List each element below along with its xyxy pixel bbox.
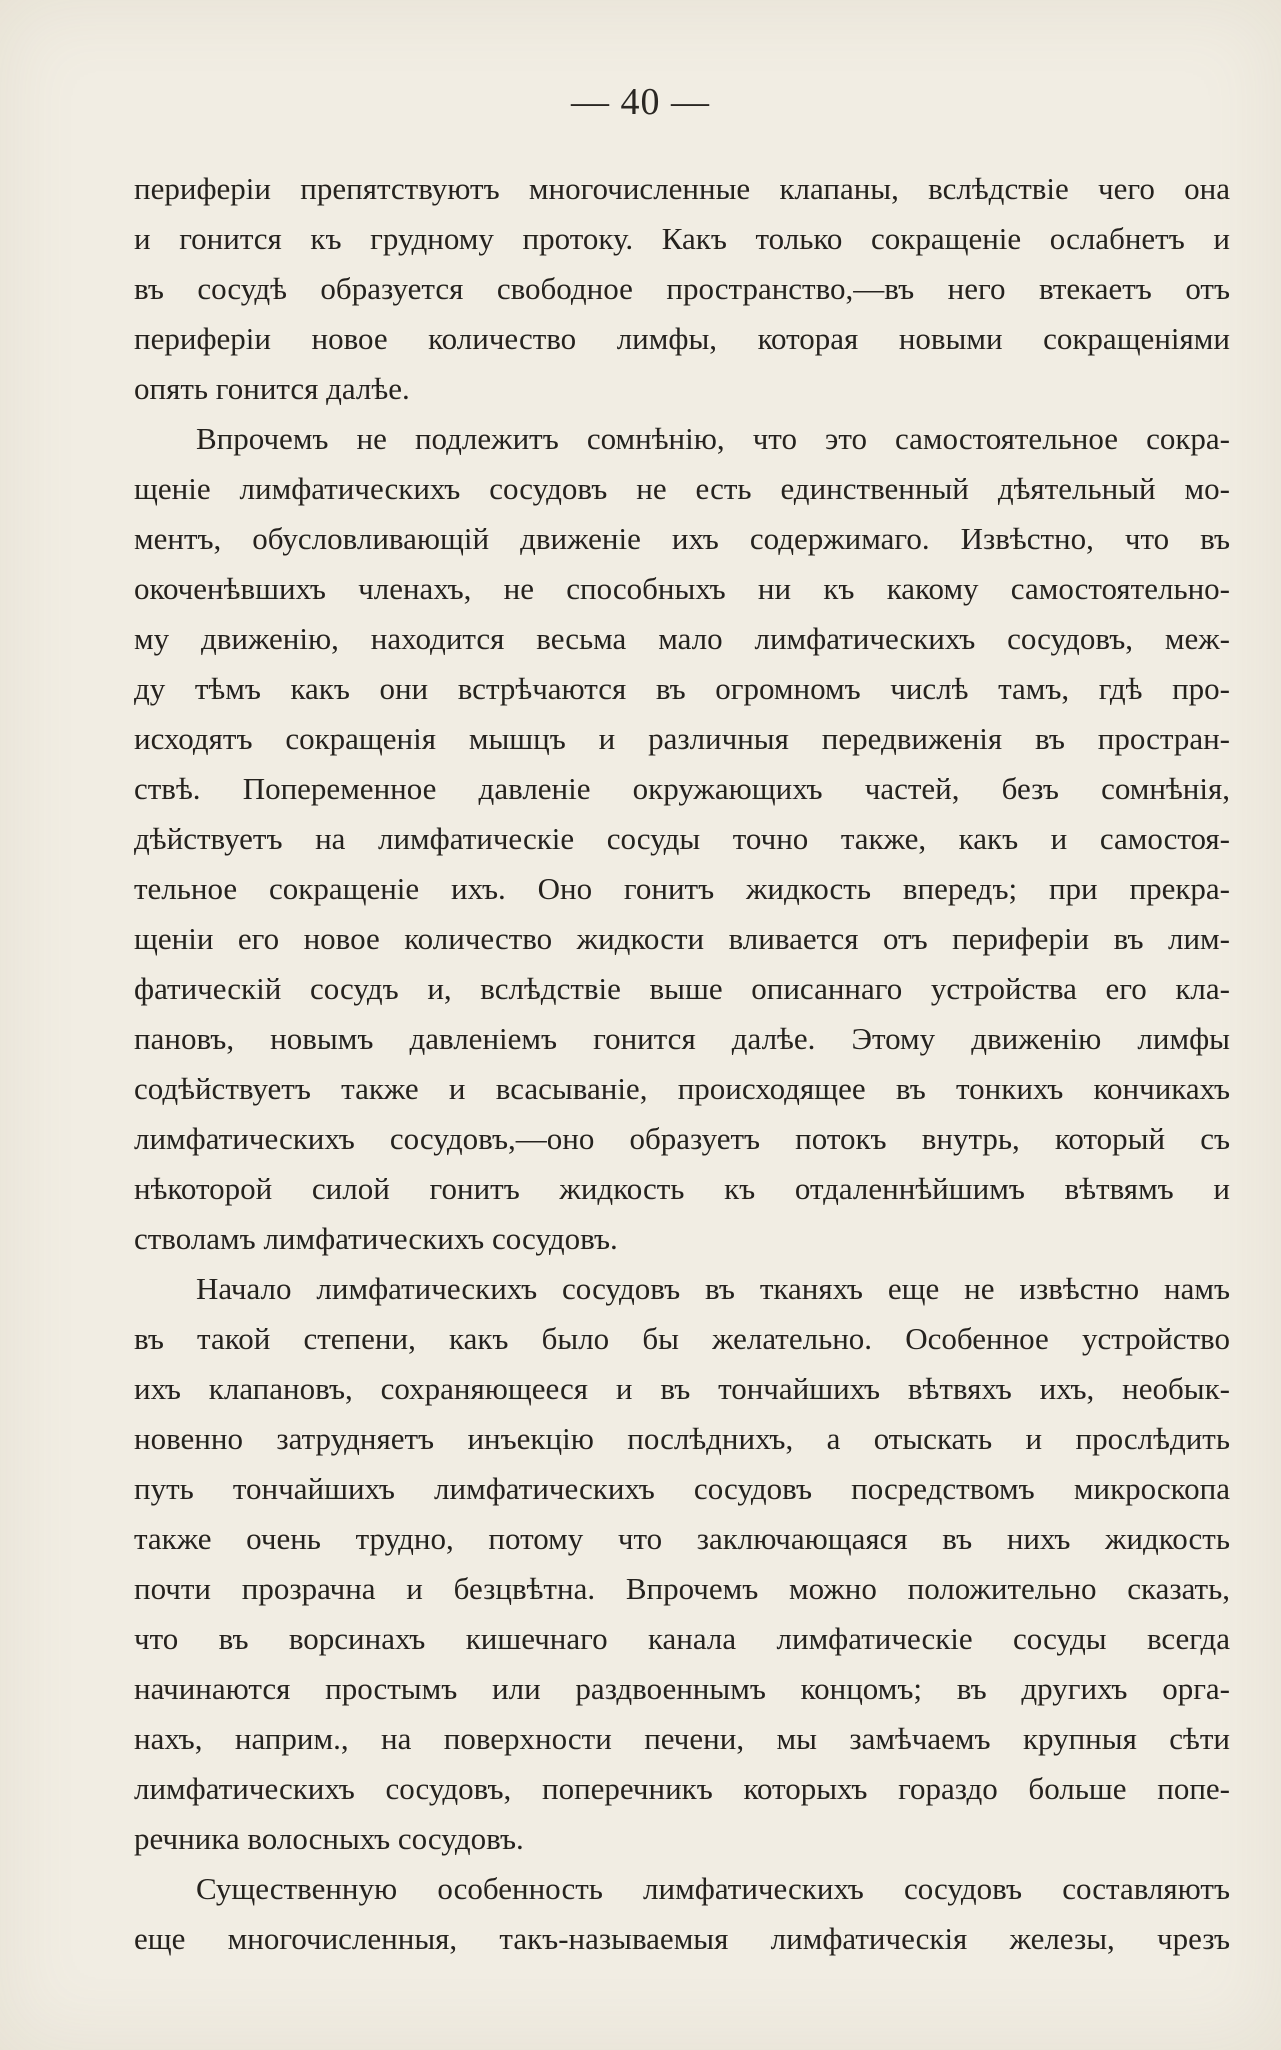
text-line: фатическій сосудъ и, вслѣдствіе выше описаннаго устройства его кла- [134,971,1230,1006]
text-line: нахъ, наприм., на поверхности печени, мы замѣчаемъ крупныя сѣти [134,1721,1230,1756]
text-line: почти прозрачна и безцвѣтна. Впрочемъ можно положительно сказать, [134,1571,1230,1606]
text-line: начинаются простымъ или раздвоеннымъ концомъ; въ другихъ орга- [134,1671,1230,1706]
text-line: периферіи новое количество лимфы, которая новыми сокращеніями [134,321,1230,356]
text-line: что въ ворсинахъ кишечнаго канала лимфатическіе сосуды всегда [134,1621,1230,1656]
paragraph-4 [134,1864,1230,1964]
text-line: ментъ, обусловливающій движеніе ихъ содержимаго. Извѣстно, что въ [134,521,1230,556]
text-line: новенно затрудняетъ инъекцію послѣднихъ, а отыскать и прослѣдить [134,1421,1230,1456]
page-number: — 40 — [571,81,710,123]
text-line: тельное сокращеніе ихъ. Оно гонитъ жидкость впередъ; при прекра- [134,871,1230,906]
text-line: лимфатическихъ сосудовъ, поперечникъ которыхъ гораздо больше попе- [134,1771,1230,1806]
text-line: нѣкоторой силой гонитъ жидкость къ отдаленнѣйшимъ вѣтвямъ и [134,1171,1230,1206]
text-line: ствѣ. Попеременное давленіе окружающихъ частей, безъ сомнѣнія, [134,771,1230,806]
body-text [134,164,1230,1964]
text-line: Существенную особенность лимфатическихъ сосудовъ составляютъ [196,1871,1230,1906]
text-line: периферіи препятствуютъ многочисленные клапаны, вслѣдствіе чего она [134,171,1230,206]
text-line: содѣйствуетъ также и всасываніе, происходящее въ тонкихъ кончикахъ [134,1071,1230,1106]
text-line: и гонится къ грудному протоку. Какъ только сокращеніе ослабнетъ и [134,221,1230,256]
text-line: окоченѣвшихъ членахъ, не способныхъ ни къ какому самостоятельно- [134,571,1230,606]
text-line: исходятъ сокращенія мышцъ и различныя передвиженія въ простран- [134,721,1230,756]
text-line: еще многочисленныя, такъ-называемыя лимфатическія железы, чрезъ [134,1921,1230,1956]
paragraph-1 [134,164,1230,414]
text-line: стволамъ лимфатическихъ сосудовъ. [134,1221,618,1256]
text-line: щеніи его новое количество жидкости вливается отъ периферіи въ лим- [134,921,1230,956]
paragraph-3 [134,1264,1230,1864]
text-line: лимфатическихъ сосудовъ,—оно образуетъ потокъ внутрь, который съ [134,1121,1230,1156]
text-line: въ такой степени, какъ было бы желательно. Особенное устройство [134,1321,1230,1356]
text-line: въ сосудѣ образуется свободное пространство,—въ него втекаетъ отъ [134,271,1230,306]
text-line: Впрочемъ не подлежитъ сомнѣнію, что это самостоятельное сокра- [196,421,1230,456]
text-line: му движенію, находится весьма мало лимфатическихъ сосудовъ, меж- [134,621,1230,656]
text-line: пановъ, новымъ давленіемъ гонится далѣе. Этому движенію лимфы [134,1021,1230,1056]
text-line: речника волосныхъ сосудовъ. [134,1821,524,1856]
text-line: также очень трудно, потому что заключающаяся въ нихъ жидкость [134,1521,1230,1556]
text-line: ихъ клапановъ, сохраняющееся и въ тончайшихъ вѣтвяхъ ихъ, необык- [134,1371,1230,1406]
text-line: опять гонится далѣе. [134,371,410,406]
text-line: путь тончайшихъ лимфатическихъ сосудовъ посредствомъ микроскопа [134,1471,1230,1506]
text-line: дѣйствуетъ на лимфатическіе сосуды точно также, какъ и самостоя- [134,821,1230,856]
paragraph-2 [134,414,1230,1264]
text-line: ду тѣмъ какъ они встрѣчаются въ огромномъ числѣ тамъ, гдѣ про- [134,671,1230,706]
text-line: щеніе лимфатическихъ сосудовъ не есть единственный дѣятельный мо- [134,471,1230,506]
text-line: Начало лимфатическихъ сосудовъ въ тканяхъ еще не извѣстно намъ [196,1271,1230,1306]
